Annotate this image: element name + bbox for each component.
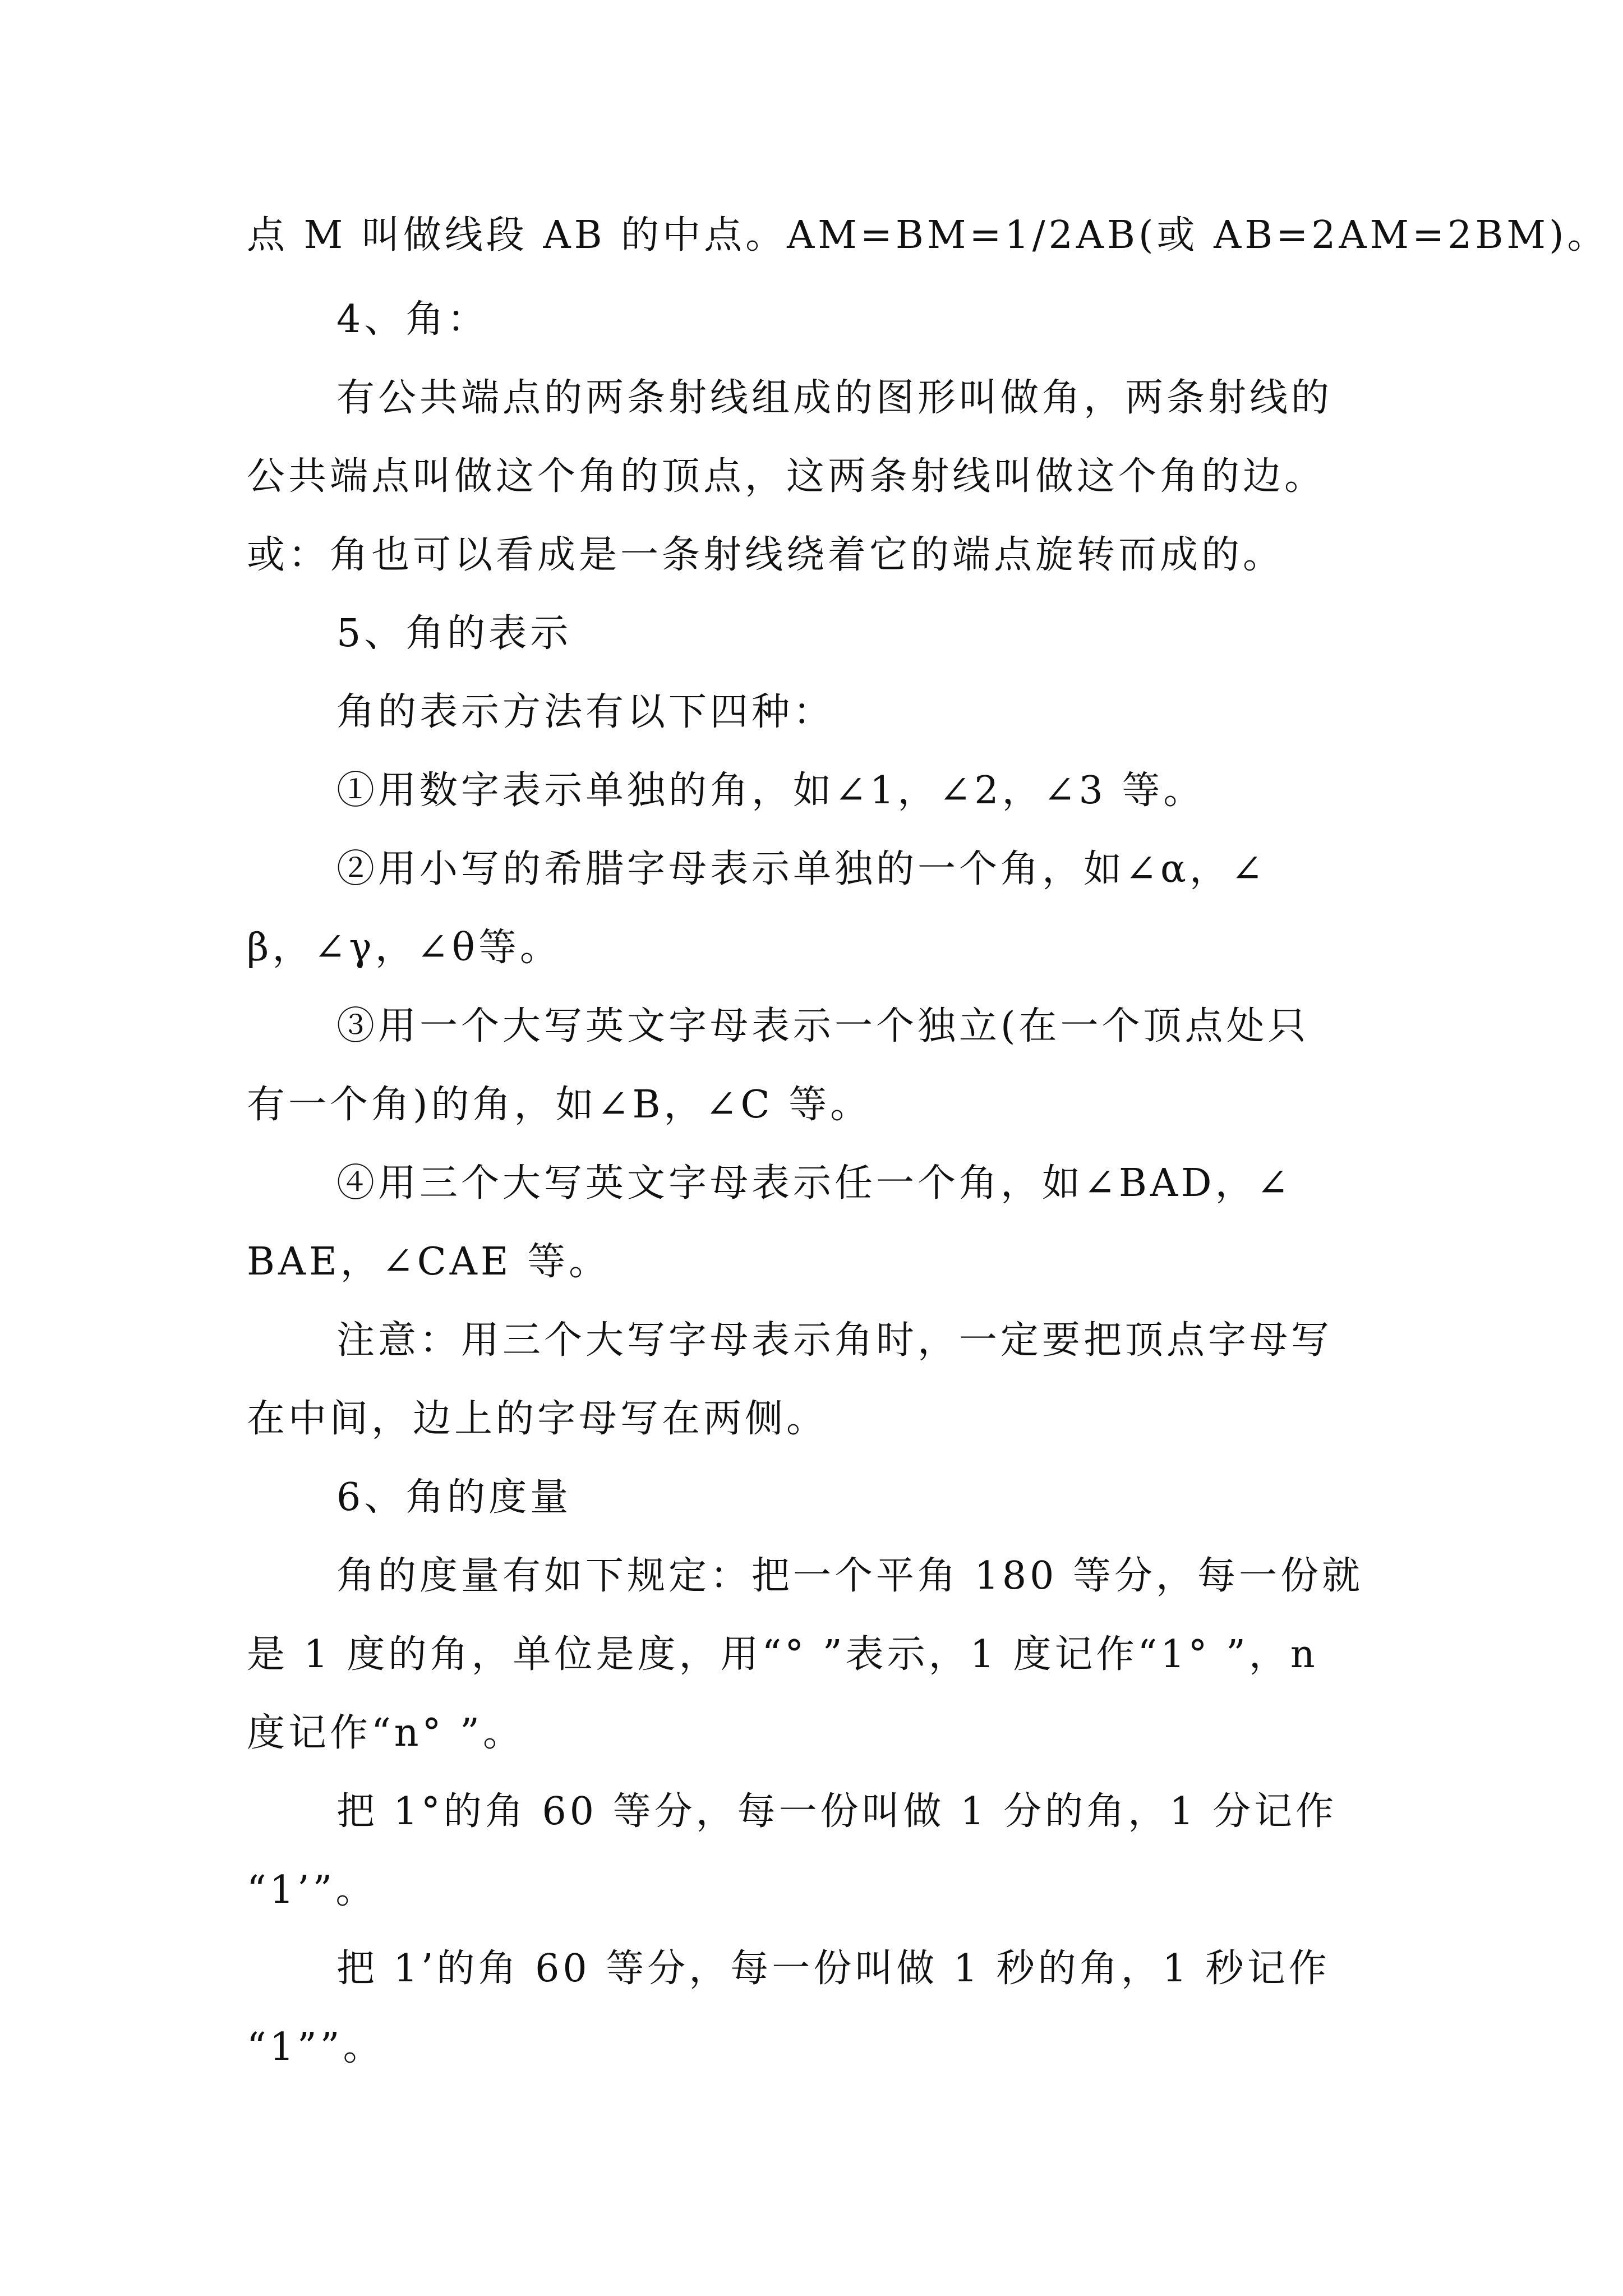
list-item-2-line-1: ②用小写的希腊字母表示单独的一个角，如∠α，∠ — [336, 847, 1266, 891]
list-item-3-line-1: ③用一个大写英文字母表示一个独立(在一个顶点处只 — [336, 1004, 1310, 1048]
section-heading-angle: 4、角： — [336, 297, 489, 342]
note-line-2: 在中间，边上的字母写在两侧。 — [247, 1397, 828, 1441]
text-line-5: 或：角也可以看成是一条射线绕着它的端点旋转而成的。 — [247, 533, 1285, 577]
note-line-1: 注意：用三个大写字母表示角时，一定要把顶点字母写 — [336, 1318, 1333, 1363]
text-line-3: 有公共端点的两条射线组成的图形叫做角，两条射线的 — [336, 376, 1333, 420]
section-heading-angle-notation: 5、角的表示 — [336, 611, 572, 656]
list-item-1: ①用数字表示单独的角，如∠1，∠2，∠3 等。 — [336, 769, 1205, 813]
list-item-2-line-2: β，∠γ，∠θ等。 — [247, 926, 561, 970]
text-line-21: 把 1°的角 60 等分，每一份叫做 1 分的角，1 分记作 — [336, 1789, 1338, 1834]
text-line-20: 度记作“n° ”。 — [247, 1711, 524, 1755]
list-item-4-line-1: ④用三个大写英文字母表示任一个角，如∠BAD，∠ — [336, 1161, 1292, 1205]
text-line-1: 点 M 叫做线段 AB 的中点。AM=BM=1/2AB(或 AB=2AM=2BM)。 — [247, 213, 1609, 257]
text-line-4: 公共端点叫做这个角的顶点，这两条射线叫做这个角的边。 — [247, 454, 1326, 499]
section-heading-angle-measure: 6、角的度量 — [336, 1475, 572, 1520]
text-line-22: “1’”。 — [247, 1868, 377, 1912]
text-line-18: 角的度量有如下规定：把一个平角 180 等分，每一份就 — [336, 1554, 1364, 1598]
text-line-24: “1””。 — [247, 2025, 385, 2069]
text-line-19: 是 1 度的角，单位是度，用“° ”表示，1 度记作“1° ”，n — [247, 1632, 1318, 1677]
text-line-23: 把 1’的角 60 等分，每一份叫做 1 秒的角，1 秒记作 — [336, 1947, 1330, 1991]
list-item-3-line-2: 有一个角)的角，如∠B，∠C 等。 — [247, 1083, 872, 1127]
list-item-4-line-2: BAE，∠CAE 等。 — [247, 1240, 611, 1284]
text-line-7: 角的表示方法有以下四种： — [336, 690, 835, 734]
